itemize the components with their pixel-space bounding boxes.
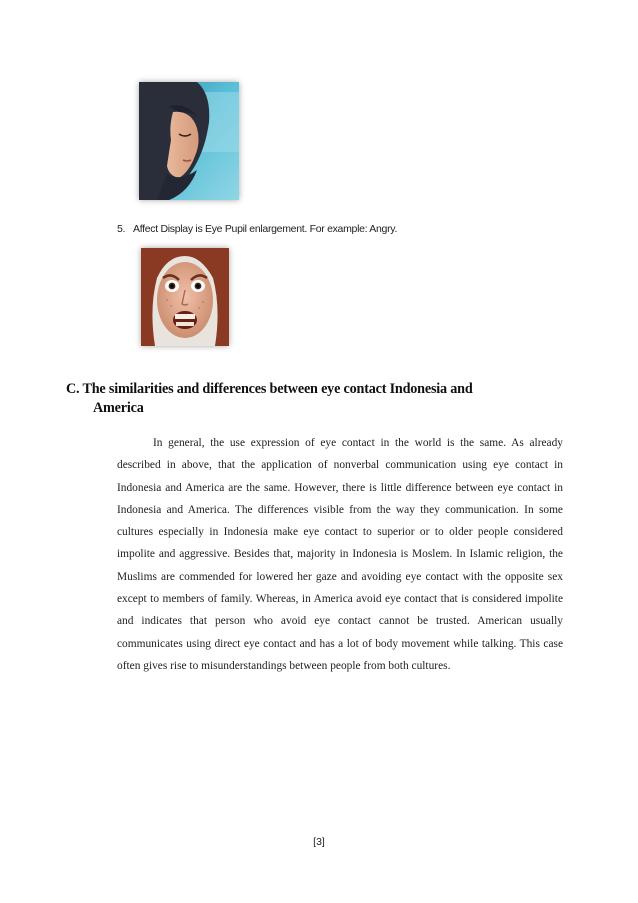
list-item-number: 5. — [117, 223, 126, 235]
section-paragraph: In general, the use expression of eye contact in the world is the same. As already described in above, that the application of nonverbal communication using eye contact in Indonesia and America are the same. However, there is little difference between eye contact in Indonesia and America. The differences visible from the way they communication. In some cultures especially in Indonesia make eye contact to superior or to older people considered impolite and aggressive. Besides that, majority in Indonesia is Moslem. In Islamic religion, the Muslims are commended for lowered her gaze and avoiding eye contact with the opposite sex except to members of family. Whereas, in America avoid eye contact that is considered impolite and indicates that person who avoid eye contact cannot be trusted. American usually communicates using direct eye contact and has a lot of body movement while talking. This case often gives rise to misunderstandings between people from both cultures. — [117, 437, 563, 672]
list-item-5 — [117, 223, 397, 235]
hijab-woman-photo — [139, 82, 239, 200]
section-heading-line2: America — [93, 400, 144, 416]
list-item-text: Affect Display is Eye Pupil enlargement. For example: Angry. — [133, 223, 398, 235]
section-heading-line1: C. The similarities and differences between eye contact Indonesia and — [66, 381, 473, 397]
angry-woman-photo — [141, 248, 229, 346]
page-number: [3] — [313, 836, 325, 848]
section-heading — [66, 380, 586, 418]
